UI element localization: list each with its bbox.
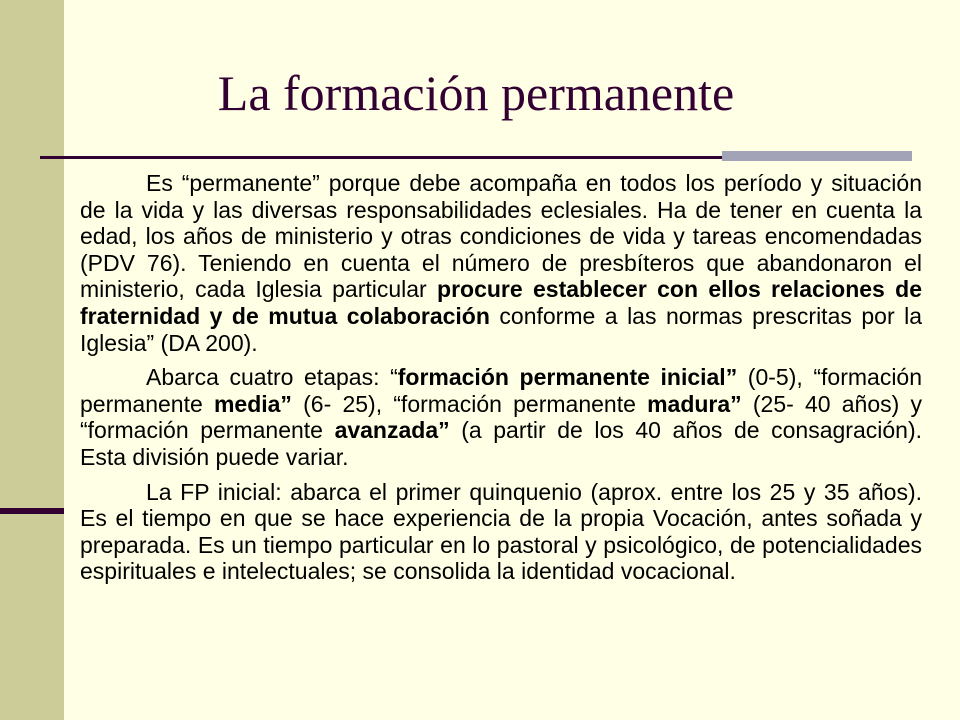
bold-segment: formación permanente inicial” [397,364,738,391]
text-segment: Abarca cuatro etapas: “ [146,364,398,391]
title-underline-accent [722,151,912,161]
paragraph-permanente [80,170,922,356]
paragraph-fp-inicial [80,479,922,585]
left-accent-bar [0,508,64,514]
slide-title: La formación permanente [217,65,735,121]
text-segment: (25- 40 años) y “formación permanente [80,390,922,444]
slide-body [80,170,922,585]
bold-segment: madura” [647,390,742,417]
bold-segment: media” [213,390,292,417]
paragraph-etapas [80,364,922,470]
text-segment: (0-5), “formación permanente [80,364,923,417]
text-segment: (6- 25), “formación permanente [291,390,648,417]
text-segment: Es “permanente” porque debe acompaña en todos los período y situación de la vida y las diversas responsabilidades eclesiales. Ha de tener en cuenta la edad, los años de ministerio y otras condiciones de vida y tareas encomendadas (PDV 76). Teniendo en cuenta el número de presbíteros que abandonaron el ministerio, cada Iglesia particular [80,170,922,303]
text-segment: La FP inicial: abarca el primer quinquenio (aprox. entre los 25 y 35 años). Es el tiempo en que se hace experiencia de la propia Vocación, antes soñada y preparada. Es un tiempo particular en lo pastoral y psicológico, de potencialidades espirituales e intelectuales; se consolida la identidad vocacional. [80,478,922,585]
bold-segment: procure establecer con ellos relaciones de fraternidad y de mutua colaboración [80,276,923,329]
text-segment: (a partir de los 40 años de consagración). Esta división puede variar. [80,417,922,470]
text-segment: conforme a las normas prescritas por la Iglesia” (DA 200). [80,302,922,356]
bold-segment: avanzada” [334,417,450,444]
